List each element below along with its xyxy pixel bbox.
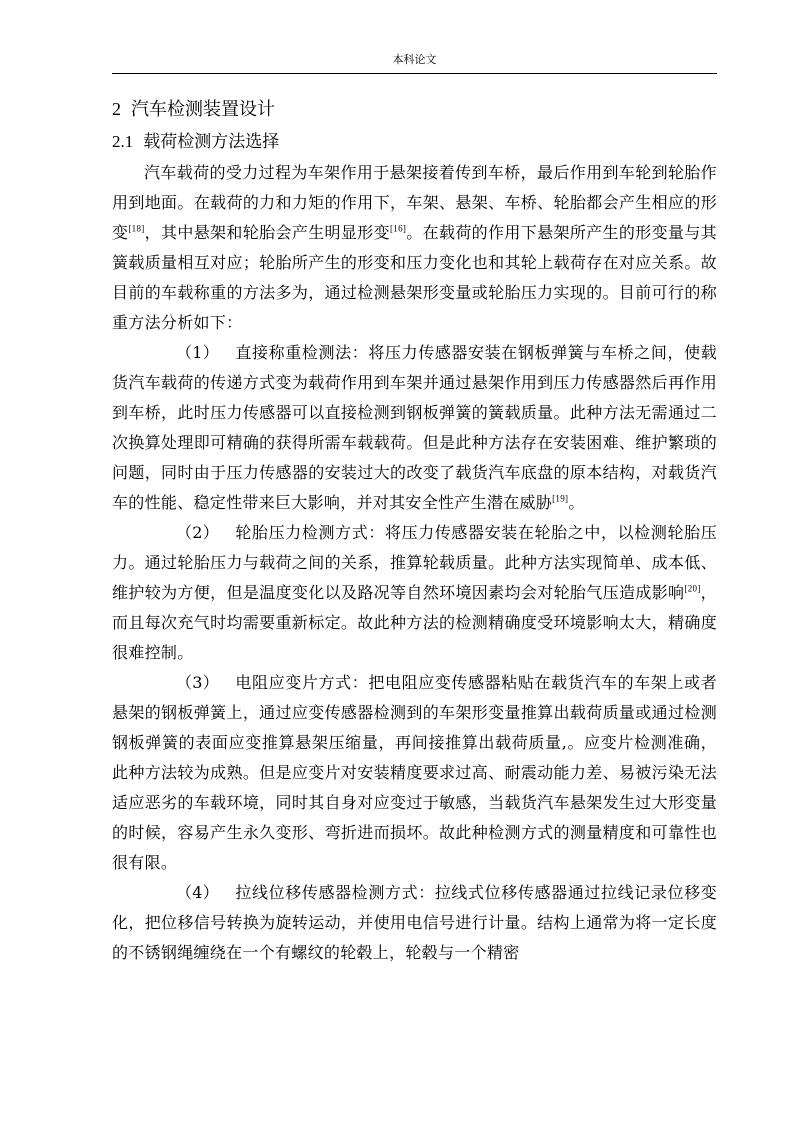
item-number: （3） [176, 673, 220, 692]
section-title: 载荷检测方法选择 [143, 132, 280, 152]
paragraph-intro [112, 158, 717, 338]
intro-text-3: 。在载荷的作用下悬架所产生的形变量与其簧载质量相互对应；轮胎所产生的形变和压力变化也和其轮上载荷存在对应关系。故目前的车载称重的方法多为，通过检测悬架形变量或轮胎压力实现的。目前可行的称重方法分析如下： [112, 223, 717, 332]
citation-ref: [20] [684, 583, 701, 594]
paragraph-item-2 [112, 518, 717, 668]
chapter-heading [112, 96, 275, 123]
intro-text-1: 汽车载荷的受力过程为车架作用于悬架接着传到车桥，最后作用到车轮到轮胎作用到地面。在载荷的力和力矩的作用下，车架、悬架、车桥、轮胎都会产生相应的形变 [112, 163, 717, 242]
item-number: （4） [176, 883, 220, 902]
paragraph-item-3 [112, 668, 717, 878]
chapter-number: 2 [112, 99, 121, 119]
item-1-text-1: 直接称重检测法：将压力传感器安装在钢板弹簧与车桥之间，使载货汽车载荷的传递方式变为载荷作用到车架并通过悬架作用到压力传感器然后再作用到车桥，此时压力传感器可以直接检测到钢板弹簧的簧载质量。此种方法无需通过二次换算处理即可精确的获得所需车载载荷。但是此种方法存在安装困难、维护繁琐的问题，同时由于压力传感器的安装过大的改变了载货汽车底盘的原本结构，对载货汽车的性能、稳定性带来巨大影响，并对其安全性产生潜在威胁 [112, 343, 717, 512]
item-4-text: 拉线位移传感器检测方式：拉线式位移传感器通过拉线记录位移变化，把位移信号转换为旋转运动，并使用电信号进行计量。结构上通常为将一定长度的不锈钢绳缠绕在一个有螺纹的轮毂上，轮毂与一个精密 [112, 883, 717, 962]
item-3-text: 电阻应变片方式：把电阻应变传感器粘贴在载货汽车的车架上或者悬架的钢板弹簧上，通过应变传感器检测到的车架形变量推算出载荷质量或通过检测钢板弹簧的表面应变推算悬架压缩量，再间接推算出载荷质量,。应变片检测准确，此种方法较为成熟。但是应变片对安装精度要求过高、耐震动能力差、易被污染无法适应恶劣的车载环境，同时其自身对应变过于敏感，当载货汽车悬架发生过大形变量的时候，容易产生永久变形、弯折进而损坏。故此种检测方式的测量精度和可靠性也很有限。 [112, 673, 717, 872]
item-1-text-2: 。 [568, 493, 585, 512]
paragraph-item-4 [112, 878, 717, 968]
chapter-title: 汽车检测装置设计 [131, 99, 275, 120]
item-number: （1） [176, 343, 220, 362]
item-number: （2） [176, 523, 220, 542]
citation-ref: [18] [128, 223, 145, 234]
section-number: 2.1 [112, 132, 134, 151]
citation-ref: [16] [389, 223, 407, 234]
citation-ref: [19] [552, 493, 569, 504]
item-2-text-2: ，而且每次充气时均需要重新标定。故此种方法的检测精确度受环境影响太大，精确度很难控制。 [112, 583, 717, 662]
item-2-text-1: 轮胎压力检测方式：将压力传感器安装在轮胎之中，以检测轮胎压力。通过轮胎压力与载荷之间的关系，推算轮载质量。此种方法实现简单、成本低、维护较为方便，但是温度变化以及路况等自然环境因素均会对轮胎气压造成影响 [112, 523, 717, 602]
header-rule [112, 73, 717, 74]
paragraph-item-1 [112, 338, 717, 518]
body-text [112, 158, 717, 968]
section-heading [112, 129, 279, 155]
intro-text-2: ，其中悬架和轮胎会产生明显形变 [144, 223, 390, 242]
running-header: 本科论文 [392, 53, 437, 66]
